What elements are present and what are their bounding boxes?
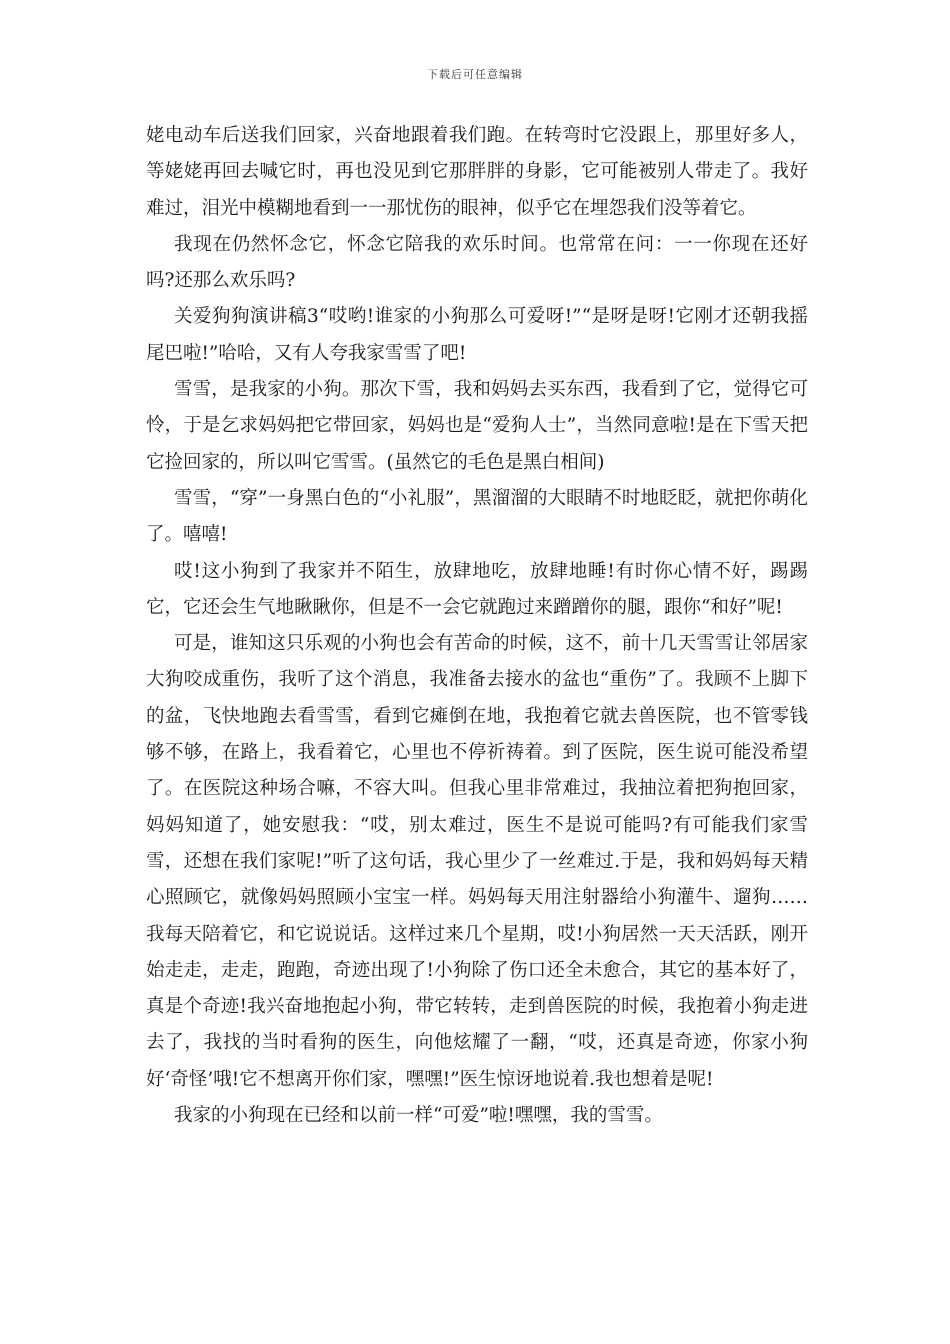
paragraph-4: 雪雪，是我家的小狗。那次下雪，我和妈妈去买东西，我看到了它，觉得它可怜，于是乞求妈妈把它带回家，妈妈也是“爱狗人士”，当然同意啦!是在下雪天把它捡回家的，所以叫它雪雪。(虽然它的毛色是黑白相间) <box>146 379 808 473</box>
paragraph-5: 雪雪，“穿”一身黑白色的“小礼服”，黑溜溜的大眼睛不时地眨眨，就把你萌化了。嘻嘻! <box>146 487 808 546</box>
paragraph-6: 哎!这小狗到了我家并不陌生，放肆地吃，放肆地睡!有时你心情不好，踢踢它，它还会生气地瞅瞅你，但是不一会它就跑过来蹭蹭你的腿，跟你“和好”呢! <box>146 560 808 618</box>
document-body <box>146 118 808 1134</box>
paragraph-3: 关爱狗狗演讲稿3“哎哟!谁家的小狗那么可爱呀!”“是呀是呀!它刚才还朝我摇尾巴啦!”哈哈，又有人夸我家雪雪了吧! <box>146 306 808 364</box>
page-header: 下载后可任意编辑 <box>427 68 523 81</box>
paragraph-7: 可是，谁知这只乐观的小狗也会有苦命的时候，这不，前十几天雪雪让邻居家大狗咬成重伤，我听了这个消息，我准备去接水的盆也“重伤”了。我顾不上脚下的盆，飞快地跑去看雪雪，看到它瘫倒在地，我抱着它就去兽医院，也不管零钱够不够，在路上，我看着它，心里也不停祈祷着。到了医院，医生说可能没希望了。在医院这种场合嘛，不容大叫。但我心里非常难过，我抽泣着把狗抱回家，妈妈知道了，她安慰我：“哎，别太难过，医生不是说可能吗?有可能我们家雪雪，还想在我们家呢!”听了这句话，我心里少了一丝难过.于是，我和妈妈每天精心照顾它，就像妈妈照顾小宝宝一样。妈妈每天用注射器给小狗灌牛、遛狗……我每天陪着它，和它说说话。这样过来几个星期，哎!小狗居然一天天活跃，刚开始走走，走走，跑跑，奇迹出现了!小狗除了伤口还全未愈合，其它的基本好了，真是个奇迹!我兴奋地抱起小狗，带它转转，走到兽医院的时候，我抱着小狗走进去了，我找的当时看狗的医生，向他炫耀了一翻，“哎，还真是奇迹，你家小狗好‘奇怪’哦!它不想离开你们家，嘿嘿!”医生惊讶地说着.我也想着是呢! <box>146 633 808 1090</box>
paragraph-2: 我现在仍然怀念它，怀念它陪我的欢乐时间。也常常在问：一一你现在还好吗?还那么欢乐吗? <box>146 233 808 292</box>
paragraph-8: 我家的小狗现在已经和以前一样“可爱”啦!嘿嘿，我的雪雪。 <box>174 1105 663 1127</box>
paragraph-1: 姥电动车后送我们回家，兴奋地跟着我们跑。在转弯时它没跟上，那里好多人，等姥姥再回去喊它时，再也没见到它那胖胖的身影，它可能被别人带走了。我好难过，泪光中模糊地看到一一那忧伤的眼神，似乎它在埋怨我们没等着它。 <box>146 125 808 219</box>
